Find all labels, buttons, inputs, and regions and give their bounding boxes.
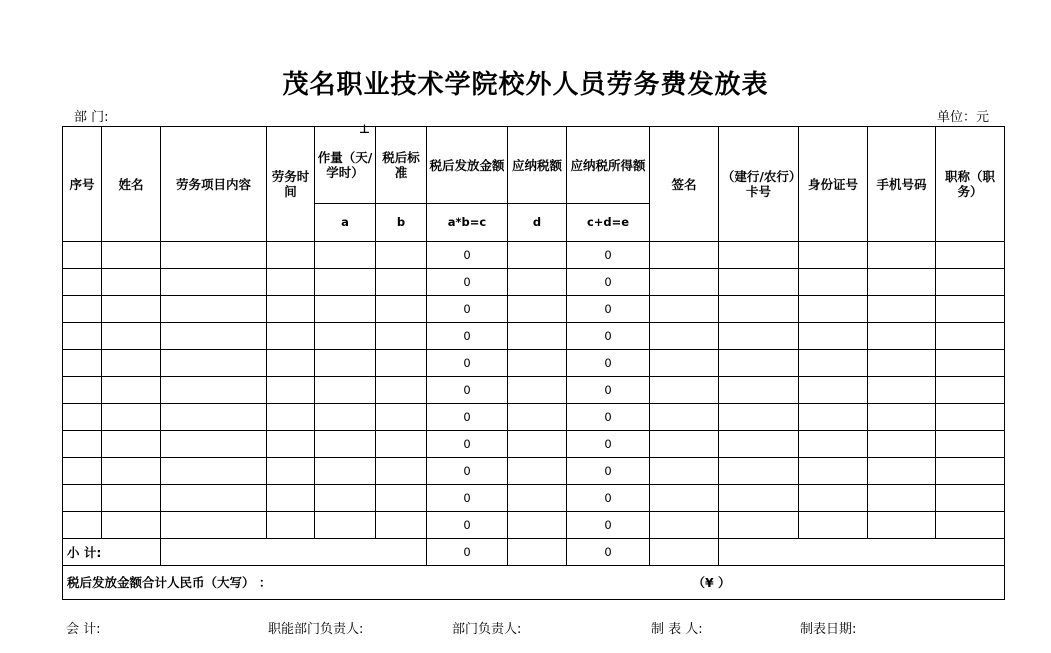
- cell-after-tax-amount: 0: [427, 296, 508, 323]
- cell-after-tax-amount: 0: [427, 323, 508, 350]
- subtotal-sign: [650, 539, 719, 566]
- table-cell: [63, 350, 102, 377]
- table-cell: [315, 404, 376, 431]
- table-cell: [719, 350, 799, 377]
- table-cell: [719, 323, 799, 350]
- cell-after-tax-amount: 0: [427, 431, 508, 458]
- stray-mark: ⊥: [359, 122, 370, 136]
- table-cell: [161, 242, 267, 269]
- table-cell: [508, 323, 567, 350]
- footer-date: 制表日期:: [800, 622, 857, 637]
- table-cell: [161, 512, 267, 539]
- table-cell: [376, 431, 427, 458]
- subtotal-tax: [508, 539, 567, 566]
- table-row: [63, 269, 1005, 296]
- table-cell: [650, 431, 719, 458]
- table-cell: [315, 512, 376, 539]
- table-cell: [936, 296, 1005, 323]
- table-cell: [936, 512, 1005, 539]
- table-cell: [102, 512, 161, 539]
- unit-label: 单位：元: [937, 110, 990, 125]
- table-cell: [315, 242, 376, 269]
- table-cell: [267, 323, 315, 350]
- table-cell: [63, 323, 102, 350]
- table-cell: [799, 377, 868, 404]
- code-d: d: [508, 204, 567, 242]
- table-cell: [376, 323, 427, 350]
- table-cell: [936, 350, 1005, 377]
- table-cell: [102, 458, 161, 485]
- table-cell: [650, 485, 719, 512]
- header-sign: 签名: [650, 127, 719, 242]
- table-cell: [936, 458, 1005, 485]
- table-cell: [315, 377, 376, 404]
- table-row: [63, 512, 1005, 539]
- table-cell: [650, 377, 719, 404]
- table-cell: [267, 404, 315, 431]
- table-cell: [161, 323, 267, 350]
- table-cell: [936, 323, 1005, 350]
- table-cell: [868, 350, 936, 377]
- cell-taxable-income: 0: [567, 431, 650, 458]
- table-row: [63, 350, 1005, 377]
- subtotal-after-tax-amount: 0: [427, 539, 508, 566]
- total-amount-yen: （¥ ）: [692, 575, 731, 590]
- table-cell: [315, 431, 376, 458]
- table-cell: [376, 242, 427, 269]
- table-cell: [508, 485, 567, 512]
- table-cell: [868, 269, 936, 296]
- labor-fee-table: [62, 126, 1005, 600]
- table-cell: [161, 350, 267, 377]
- table-cell: [799, 350, 868, 377]
- table-cell: [315, 458, 376, 485]
- table-cell: [315, 296, 376, 323]
- table-cell: [936, 377, 1005, 404]
- cell-taxable-income: 0: [567, 323, 650, 350]
- table-cell: [63, 296, 102, 323]
- subtotal-empty: [161, 539, 427, 566]
- table-cell: [376, 485, 427, 512]
- table-cell: [63, 377, 102, 404]
- footer-preparer: 制 表 人:: [651, 622, 703, 637]
- table-cell: [936, 431, 1005, 458]
- table-cell: [161, 458, 267, 485]
- table-cell: [799, 485, 868, 512]
- table-cell: [267, 458, 315, 485]
- table-cell: [63, 269, 102, 296]
- table-cell: [376, 350, 427, 377]
- table-cell: [799, 269, 868, 296]
- total-amount-label: 税后发放金额合计人民币（大写） ：: [67, 575, 272, 590]
- table-cell: [868, 512, 936, 539]
- table-cell: [267, 512, 315, 539]
- table-cell: [719, 296, 799, 323]
- table-cell: [267, 350, 315, 377]
- table-cell: [936, 404, 1005, 431]
- table-cell: [63, 485, 102, 512]
- table-cell: [508, 269, 567, 296]
- table-cell: [799, 296, 868, 323]
- table-row: [63, 323, 1005, 350]
- table-cell: [315, 269, 376, 296]
- cell-taxable-income: 0: [567, 404, 650, 431]
- table-cell: [719, 458, 799, 485]
- cell-taxable-income: 0: [567, 269, 650, 296]
- table-cell: [868, 242, 936, 269]
- table-cell: [868, 296, 936, 323]
- header-content: 劳务项目内容: [161, 127, 267, 242]
- table-cell: [315, 323, 376, 350]
- table-cell: [102, 404, 161, 431]
- header-tax: 应纳税额: [508, 127, 567, 204]
- table-cell: [102, 323, 161, 350]
- table-cell: [650, 242, 719, 269]
- table-cell: [868, 485, 936, 512]
- table-cell: [650, 512, 719, 539]
- table-cell: [650, 404, 719, 431]
- table-cell: [102, 431, 161, 458]
- table-cell: [267, 377, 315, 404]
- footer-accountant: 会 计:: [66, 622, 101, 637]
- header-id: 身份证号: [799, 127, 868, 242]
- table-cell: [508, 404, 567, 431]
- table-cell: [868, 431, 936, 458]
- table-cell: [315, 350, 376, 377]
- table-cell: [376, 404, 427, 431]
- table-cell: [799, 242, 868, 269]
- table-cell: [650, 350, 719, 377]
- footer-dept-head: 职能部门负责人:: [268, 622, 364, 637]
- table-cell: [267, 296, 315, 323]
- table-cell: [936, 485, 1005, 512]
- footer-section-head: 部门负责人:: [452, 622, 522, 637]
- table-cell: [161, 269, 267, 296]
- table-cell: [650, 323, 719, 350]
- cell-after-tax-amount: 0: [427, 404, 508, 431]
- table-cell: [868, 323, 936, 350]
- table-cell: [161, 431, 267, 458]
- code-cd: c+d=e: [567, 204, 650, 242]
- table-cell: [719, 377, 799, 404]
- header-after-tax-standard: 税后标准: [376, 127, 427, 204]
- page-title: 茂名职业技术学院校外人员劳务费发放表: [282, 70, 769, 100]
- table-cell: [799, 323, 868, 350]
- header-time: 劳务时间: [267, 127, 315, 242]
- table-cell: [868, 377, 936, 404]
- table-cell: [102, 269, 161, 296]
- header-after-tax-amount: 税后发放金额: [427, 127, 508, 204]
- code-ab: a*b=c: [427, 204, 508, 242]
- table-row: [63, 404, 1005, 431]
- table-cell: [267, 269, 315, 296]
- table-cell: [267, 431, 315, 458]
- header-phone: 手机号码: [868, 127, 936, 242]
- table-cell: [376, 512, 427, 539]
- table-cell: [936, 269, 1005, 296]
- table-cell: [63, 512, 102, 539]
- table-cell: [508, 242, 567, 269]
- table-cell: [63, 458, 102, 485]
- table-cell: [799, 431, 868, 458]
- table-cell: [161, 377, 267, 404]
- table-cell: [376, 296, 427, 323]
- cell-after-tax-amount: 0: [427, 242, 508, 269]
- table-cell: [868, 458, 936, 485]
- header-card: （建行/农行）卡号: [719, 127, 799, 242]
- header-name: 姓名: [102, 127, 161, 242]
- department-label: 部 门:: [74, 110, 109, 125]
- table-cell: [650, 458, 719, 485]
- table-cell: [650, 269, 719, 296]
- header-workload: 作量（天/学时）: [315, 127, 376, 204]
- cell-taxable-income: 0: [567, 485, 650, 512]
- cell-after-tax-amount: 0: [427, 269, 508, 296]
- table-cell: [508, 431, 567, 458]
- table-cell: [799, 458, 868, 485]
- cell-after-tax-amount: 0: [427, 512, 508, 539]
- table-cell: [719, 512, 799, 539]
- table-cell: [719, 269, 799, 296]
- header-title: 职称（职务）: [936, 127, 1005, 242]
- table-cell: [102, 242, 161, 269]
- total-amount-line: [63, 566, 1005, 600]
- code-a: a: [315, 204, 376, 242]
- table-cell: [161, 485, 267, 512]
- header-taxable-income: 应纳税所得额: [567, 127, 650, 204]
- table-row: [63, 431, 1005, 458]
- cell-taxable-income: 0: [567, 242, 650, 269]
- table-cell: [719, 242, 799, 269]
- table-cell: [63, 242, 102, 269]
- table-cell: [102, 377, 161, 404]
- subtotal-taxable-income: 0: [567, 539, 650, 566]
- cell-taxable-income: 0: [567, 512, 650, 539]
- subtotal-tail: [719, 539, 1005, 566]
- cell-taxable-income: 0: [567, 350, 650, 377]
- table-cell: [868, 404, 936, 431]
- table-cell: [936, 242, 1005, 269]
- table-cell: [799, 404, 868, 431]
- table-cell: [719, 404, 799, 431]
- table-cell: [799, 512, 868, 539]
- table-cell: [102, 485, 161, 512]
- table-cell: [508, 458, 567, 485]
- table-cell: [719, 485, 799, 512]
- cell-taxable-income: 0: [567, 458, 650, 485]
- table-cell: [267, 242, 315, 269]
- table-row: [63, 296, 1005, 323]
- table-cell: [508, 350, 567, 377]
- cell-after-tax-amount: 0: [427, 350, 508, 377]
- table-cell: [719, 431, 799, 458]
- table-cell: [315, 485, 376, 512]
- table-cell: [63, 404, 102, 431]
- table-cell: [161, 296, 267, 323]
- cell-taxable-income: 0: [567, 377, 650, 404]
- table-cell: [161, 404, 267, 431]
- table-cell: [508, 296, 567, 323]
- table-cell: [508, 377, 567, 404]
- table-row: [63, 242, 1005, 269]
- table-cell: [376, 269, 427, 296]
- code-b: b: [376, 204, 427, 242]
- table-cell: [508, 512, 567, 539]
- cell-after-tax-amount: 0: [427, 485, 508, 512]
- table-cell: [376, 458, 427, 485]
- table-cell: [102, 350, 161, 377]
- table-cell: [267, 485, 315, 512]
- cell-taxable-income: 0: [567, 296, 650, 323]
- table-row: [63, 485, 1005, 512]
- table-row: [63, 377, 1005, 404]
- table-cell: [376, 377, 427, 404]
- table-row: [63, 458, 1005, 485]
- cell-after-tax-amount: 0: [427, 458, 508, 485]
- table-cell: [650, 296, 719, 323]
- table-cell: [63, 431, 102, 458]
- table-cell: [102, 296, 161, 323]
- header-seq: 序号: [63, 127, 102, 242]
- cell-after-tax-amount: 0: [427, 377, 508, 404]
- subtotal-label: 小 计:: [63, 539, 161, 566]
